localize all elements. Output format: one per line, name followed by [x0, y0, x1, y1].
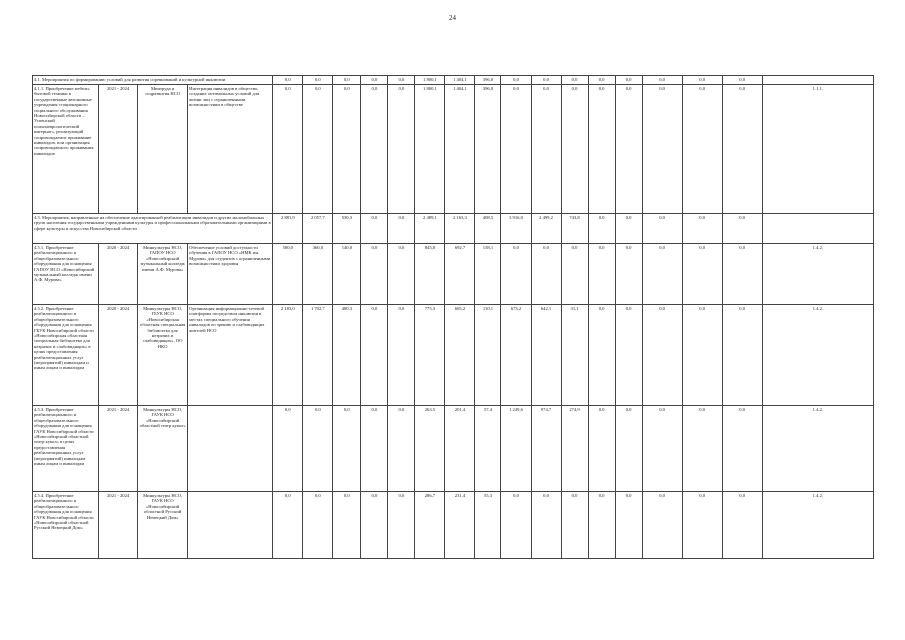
value-cell: 0,0	[501, 85, 531, 214]
value-cell: 775,3	[415, 305, 445, 406]
value-cell: 0,0	[642, 406, 682, 492]
value-cell: 0,0	[722, 244, 762, 305]
item-executor: Минкультуры НСО, ГАУК НСО «Новосибирский областной Русский Немецкий Дом»	[138, 492, 188, 559]
value-cell: 0,0	[501, 244, 531, 305]
item-period: 2020 - 2024	[99, 244, 138, 305]
value-cell: 286,7	[415, 492, 445, 559]
item-period: 2021 - 2024	[99, 492, 138, 559]
value-cell: 974,7	[531, 406, 561, 492]
value-cell: 845,8	[415, 244, 445, 305]
value-cell: 500,0	[273, 244, 303, 305]
value-cell: 0,0	[561, 492, 588, 559]
value-cell: 0,0	[642, 214, 682, 244]
value-cell: 158,1	[475, 244, 501, 305]
item-executor: Минтруда и соцразвития НСО	[138, 85, 188, 214]
value-cell: 0,0	[615, 406, 642, 492]
item-goal	[188, 492, 273, 559]
value-cell: 1 404,1	[445, 85, 475, 214]
value-cell: 0,0	[722, 305, 762, 406]
value-cell: 110,1	[475, 305, 501, 406]
value-cell: 0,0	[642, 305, 682, 406]
value-cell: 1 702,7	[303, 305, 333, 406]
value-cell: 0,0	[588, 85, 615, 214]
value-cell: 0,0	[682, 406, 722, 492]
value-cell: 0,0	[588, 492, 615, 559]
value-cell: 0,0	[642, 244, 682, 305]
value-cell: 0,0	[588, 406, 615, 492]
item-goal: Интеграция инвалидов в общество, создание оптимальных условий для жизни лиц с ограниченными возможностями в обществе	[188, 85, 273, 214]
value-cell: 0,0	[561, 244, 588, 305]
value-cell: 0,0	[615, 214, 642, 244]
value-cell: 0,0	[388, 244, 415, 305]
section-row	[33, 76, 874, 85]
value-cell: 0,0	[588, 214, 615, 244]
value-cell: 0,0	[531, 85, 561, 214]
value-cell: 642,1	[531, 305, 561, 406]
value-cell: 0,0	[333, 406, 361, 492]
value-cell: 263,5	[415, 406, 445, 492]
value-cell: 408,5	[475, 214, 501, 244]
value-cell: 0,0	[303, 492, 333, 559]
value-cell: 0,0	[303, 76, 333, 85]
item-name: 4.1.1. Приобретение мебели, бытовой техники в государственные автономные учреждения стационарного социального обслуживания Новосибирской области – Успенский психоневрологический интернат», реализующий сопровождаемое проживание инвалидов, или организация сопровождаемого проживания инвалидов	[33, 85, 99, 214]
table-row	[33, 406, 874, 492]
value-cell: 1 800,1	[415, 76, 445, 85]
value-cell: 0,0	[333, 492, 361, 559]
value-cell: 0,0	[615, 492, 642, 559]
value-cell: 231,4	[445, 492, 475, 559]
value-cell: 692,7	[445, 244, 475, 305]
value-cell: 0,0	[682, 76, 722, 85]
indicator-cell: 1.1.1.	[762, 85, 873, 214]
value-cell: 2 881,9	[273, 214, 303, 244]
value-cell: 1 404,1	[445, 76, 475, 85]
value-cell: 0,0	[273, 492, 303, 559]
item-name: 4.5.4. Приобретение реабилитационного и общеобразовательного оборудования для оснащения ГАУК Новосибирской области «Новосибирский областной Русский Немецкий Дом»	[33, 492, 99, 559]
value-cell: 0,0	[361, 76, 388, 85]
value-cell: 396,0	[475, 85, 501, 214]
value-cell: 0,0	[642, 492, 682, 559]
value-cell: 0,0	[361, 406, 388, 492]
value-cell: 201,4	[445, 406, 475, 492]
value-cell: 0,0	[303, 406, 333, 492]
value-cell: 2 489,1	[415, 214, 445, 244]
value-cell: 2 183,0	[273, 305, 303, 406]
item-name: 4.5.2. Приобретение реабилитационного и общеобразовательного оборудования для оснащения ГБУК Новосибирской области «Новосибирская областная специальная библиотека для незрячих и слабовидящих» в целях предоставления реабилитационных услуг (мероприятий) инвалидам и иным лицам и инвалидам	[33, 305, 99, 406]
value-cell: 0,0	[361, 492, 388, 559]
table-row	[33, 85, 874, 214]
value-cell: 55,3	[475, 492, 501, 559]
item-name: 4.5.1. Приобретение реабилитационного и общеобразовательного оборудования для оснащения ГАПОУ НСО «Новосибирский музыкальный колледж имени А.Ф. Мурова»	[33, 244, 99, 305]
value-cell: 396,0	[475, 76, 501, 85]
value-cell: 0,0	[642, 76, 682, 85]
indicator-cell	[762, 214, 873, 244]
indicator-cell	[762, 76, 873, 85]
item-period: 2020 - 2024	[99, 305, 138, 406]
value-cell: 57,4	[475, 406, 501, 492]
table-row	[33, 305, 874, 406]
value-cell: 360,0	[303, 244, 333, 305]
value-cell: 0,0	[561, 76, 588, 85]
value-cell: 0,0	[361, 214, 388, 244]
value-cell: 0,0	[333, 85, 361, 214]
value-cell: 0,0	[682, 85, 722, 214]
value-cell: 0,0	[273, 76, 303, 85]
value-cell: 0,0	[388, 76, 415, 85]
value-cell: 0,0	[303, 85, 333, 214]
section-label: 4.5. Мероприятия, направленные на обеспечение адаптированной реабилитации инвалидов и других маломобильных групп населения государственными учреждениями культуры и профессиональными образовательными организациями в сфере культуры и искусства Новосибирской области	[33, 214, 273, 244]
value-cell: 0,0	[388, 214, 415, 244]
page-number: 24	[449, 14, 456, 22]
program-table	[32, 75, 874, 559]
value-cell: 0,0	[273, 85, 303, 214]
value-cell: 0,0	[722, 214, 762, 244]
table-row	[33, 244, 874, 305]
value-cell: 0,0	[388, 492, 415, 559]
indicator-cell: 1.4.2.	[762, 492, 873, 559]
indicator-cell: 1.4.2.	[762, 305, 873, 406]
value-cell: 0,0	[361, 85, 388, 214]
item-executor: Минкультуры НСО, ГБУК НСО «Новосибирская областная специальная библиотека для незрячих и слабовидящих», ОО НКО	[138, 305, 188, 406]
value-cell: 0,0	[722, 76, 762, 85]
value-cell: 0,0	[615, 85, 642, 214]
value-cell: 0,0	[682, 244, 722, 305]
value-cell: 1 800,1	[415, 85, 445, 214]
value-cell: 0,0	[588, 76, 615, 85]
value-cell: 0,0	[388, 85, 415, 214]
value-cell: 480,3	[333, 305, 361, 406]
value-cell: 0,0	[531, 76, 561, 85]
value-cell: 0,0	[642, 85, 682, 214]
value-cell: 0,0	[501, 76, 531, 85]
table-row	[33, 492, 874, 559]
value-cell: 31,1	[561, 305, 588, 406]
value-cell: 0,0	[682, 492, 722, 559]
indicator-cell: 1.4.2.	[762, 244, 873, 305]
value-cell: 1 249,6	[501, 406, 531, 492]
item-goal	[188, 406, 273, 492]
value-cell: 0,0	[333, 76, 361, 85]
value-cell: 0,0	[531, 244, 561, 305]
value-cell: 2 057,7	[303, 214, 333, 244]
value-cell: 0,0	[561, 85, 588, 214]
value-cell: 0,0	[682, 305, 722, 406]
value-cell: 0,0	[722, 492, 762, 559]
item-name: 4.5.3. Приобретение реабилитационного и общеобразовательного оборудования для оснащения ГАУК Новосибирской области «Новосибирский областной театр кукол» в целях предоставления реабилитационных услуг (мероприятий) инвалидам иным лицам и инвалидам	[33, 406, 99, 492]
item-executor: Минкультуры НСО, ГАПОУ НСО «Новосибирский музыкальный колледж имени А.Ф. Мурова»	[138, 244, 188, 305]
value-cell: 0,0	[722, 406, 762, 492]
value-cell: 0,0	[722, 85, 762, 214]
value-cell: 3 916,0	[501, 214, 531, 244]
value-cell: 0,0	[361, 305, 388, 406]
value-cell: 530,3	[333, 214, 361, 244]
value-cell: 0,0	[588, 305, 615, 406]
value-cell: 0,0	[615, 244, 642, 305]
item-period: 2021 - 2024	[99, 406, 138, 492]
value-cell: 140,0	[333, 244, 361, 305]
item-goal: Организация информационно-сетевой платформы посредством инклюзии в местах специального обучения инвалидов по зрению и слабовидящих жителей НСО	[188, 305, 273, 406]
value-cell: 743,8	[561, 214, 588, 244]
value-cell: 0,0	[588, 244, 615, 305]
value-cell: 0,0	[361, 244, 388, 305]
value-cell: 274,9	[561, 406, 588, 492]
indicator-cell: 1.4.2.	[762, 406, 873, 492]
value-cell: 0,0	[388, 406, 415, 492]
value-cell: 0,0	[273, 406, 303, 492]
item-executor: Минкультуры НСО, ГАУК НСО «Новосибирский областной театр кукол»	[138, 406, 188, 492]
value-cell: 2 163,3	[445, 214, 475, 244]
item-goal: Обеспечение условий доступности обучения в ГАПОУ НСО «НМК им. Мурова» для студентов с ограниченными возможностями здоровья	[188, 244, 273, 305]
value-cell: 0,0	[682, 214, 722, 244]
section-label: 4.1. Мероприятия по формированию условий для развития соревнований и культурной инклюзии	[33, 76, 273, 85]
value-cell: 665,2	[445, 305, 475, 406]
item-period: 2021 - 2024	[99, 85, 138, 214]
value-cell: 0,0	[615, 305, 642, 406]
value-cell: 673,2	[501, 305, 531, 406]
value-cell: 0,0	[388, 305, 415, 406]
section-row	[33, 214, 874, 244]
value-cell: 2 499,2	[531, 214, 561, 244]
value-cell: 0,0	[615, 76, 642, 85]
value-cell: 0,0	[531, 492, 561, 559]
value-cell: 0,0	[501, 492, 531, 559]
